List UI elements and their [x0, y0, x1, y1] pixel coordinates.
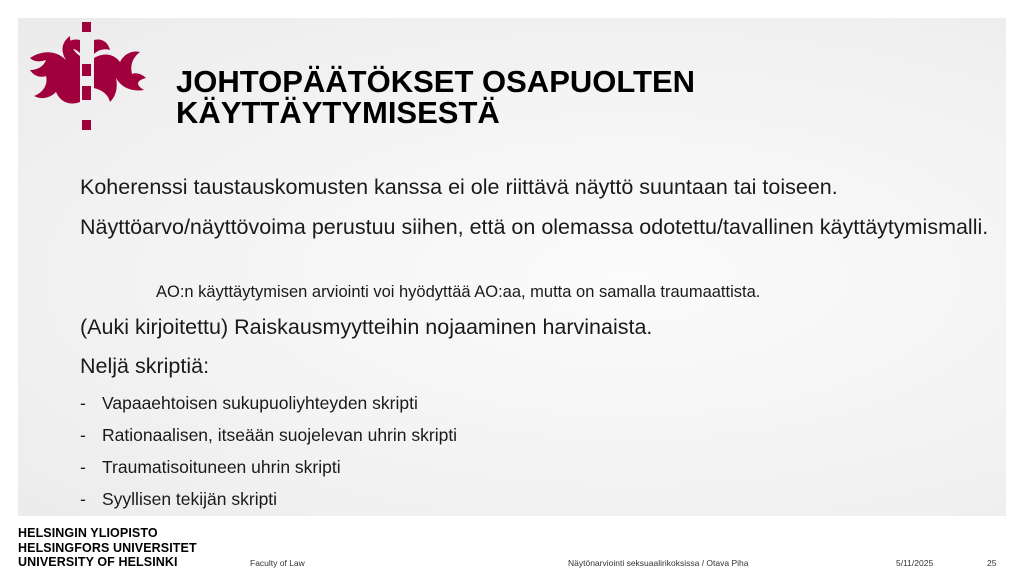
list-item	[80, 457, 457, 489]
scripts-list	[80, 393, 457, 521]
university-name-fi: HELSINGIN YLIOPISTO	[18, 526, 158, 540]
footer-presentation-title: Näytönarviointi seksuaalirikoksissa / Otava Piha	[568, 558, 749, 568]
university-name	[18, 526, 197, 570]
footer-faculty: Faculty of Law	[250, 558, 305, 568]
list-item-text: Syyllisen tekijän skripti	[102, 489, 278, 509]
list-item-text: Rationaalisen, itseään suojelevan uhrin skripti	[102, 425, 458, 445]
title-line-1: JOHTOPÄÄTÖKSET OSAPUOLTEN	[176, 64, 696, 99]
footer-date: 5/11/2025	[896, 558, 934, 568]
list-item-text: Vapaaehtoisen sukupuoliyhteyden skripti	[102, 393, 418, 413]
list-item	[80, 425, 457, 457]
paragraph-rape-myths: (Auki kirjoitettu) Raiskausmyytteihin nojaaminen harvinaista.	[80, 315, 653, 339]
university-name-en: UNIVERSITY OF HELSINKI	[18, 555, 178, 569]
bullet-dash: -	[80, 457, 86, 477]
university-name-sv: HELSINGFORS UNIVERSITET	[18, 540, 197, 555]
paragraph-four-scripts: Neljä skriptiä:	[80, 354, 210, 378]
paragraph-ao-assessment: AO:n käyttäytymisen arviointi voi hyödyttää AO:aa, mutta on samalla traumaattista.	[156, 283, 761, 301]
list-item-text: Traumatisoituneen uhrin skripti	[102, 457, 341, 477]
helsinki-flame-logo-icon	[26, 20, 148, 132]
bullet-dash: -	[80, 489, 86, 509]
paragraph-evidence-value: Näyttöarvo/näyttövoima perustuu siihen, että on olemassa odotettu/tavallinen käyttäytymismalli.	[80, 215, 989, 239]
list-item	[80, 393, 457, 425]
bullet-dash: -	[80, 425, 86, 445]
bullet-dash: -	[80, 393, 86, 413]
title-line-2: KÄYTTÄYTYMISESTÄ	[176, 95, 500, 130]
footer-page-number: 25	[987, 558, 997, 568]
slide-title	[176, 66, 876, 128]
paragraph-coherence: Koherenssi taustauskomusten kanssa ei ole riittävä näyttö suuntaan tai toiseen.	[80, 175, 838, 199]
list-item	[80, 489, 457, 521]
